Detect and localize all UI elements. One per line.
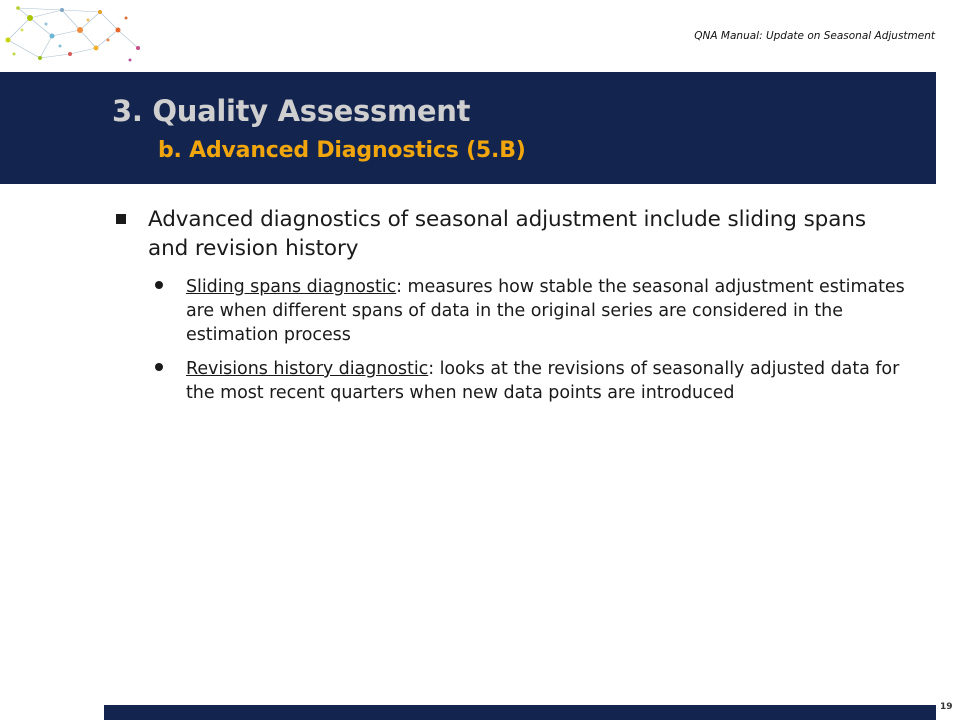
slide-title: 3. Quality Assessment — [112, 94, 471, 128]
network-graph-logo-icon — [0, 0, 150, 70]
sub-bullet-text: : measures how stable the seasonal adjustment estimates are when different spans of data in the original series are considered in the estimation process — [186, 277, 905, 345]
sub-bullet-term: Revisions history diagnostic — [186, 359, 429, 379]
title-band — [0, 72, 936, 184]
slide-subtitle: b. Advanced Diagnostics (5.B) — [158, 138, 526, 163]
footer-bar — [104, 705, 936, 720]
slide-content — [112, 205, 912, 415]
sub-bullet-list — [112, 275, 912, 405]
main-bullet — [112, 205, 912, 263]
sub-bullet-item — [186, 275, 912, 347]
sub-bullet-term: Sliding spans diagnostic — [186, 277, 397, 297]
round-bullet-icon — [155, 363, 163, 371]
sub-bullet-item — [186, 357, 912, 405]
square-bullet-icon — [116, 214, 126, 224]
main-bullet-text: Advanced diagnostics of seasonal adjustment include sliding spans and revision history — [148, 207, 866, 261]
round-bullet-icon — [155, 281, 163, 289]
page-number: 19 — [940, 702, 953, 712]
header-note: QNA Manual: Update on Seasonal Adjustment — [694, 30, 935, 42]
sub-bullet-text: : looks at the revisions of seasonally adjusted data for the most recent quarters when new data points are introduced — [186, 359, 900, 403]
